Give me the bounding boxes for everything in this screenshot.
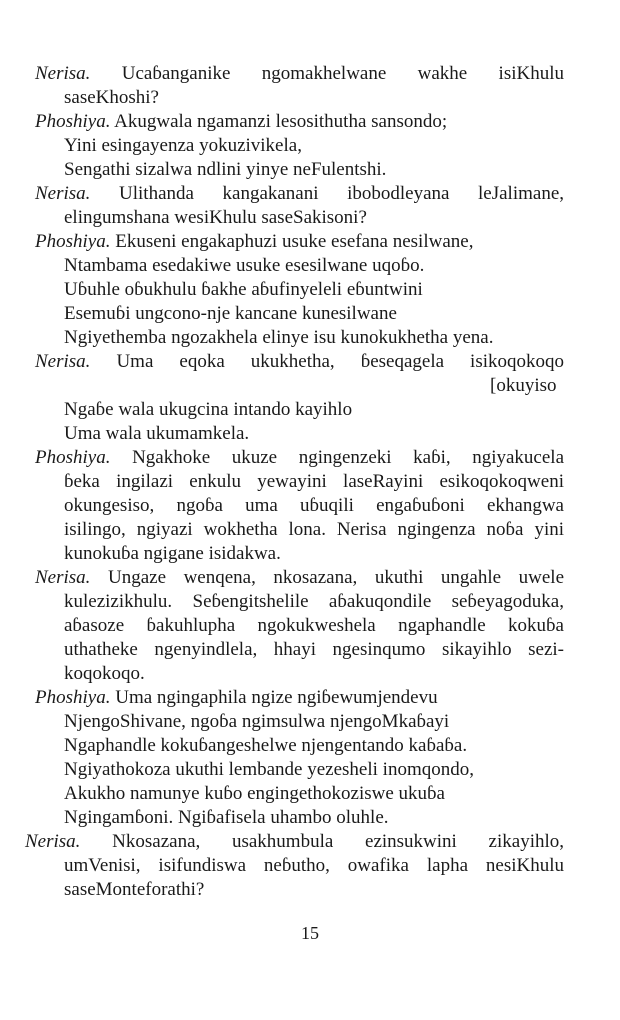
text-line: kunokuɓa ngigane isidakwa. — [64, 543, 281, 564]
speaker-name: Phoshiya. — [35, 231, 111, 252]
line-text: Ungaze wenqena, nkosazana, ukuthi ungahle uwele — [108, 567, 564, 588]
text-line: Akukho namunye kuɓo engingethokoziswe ukuɓa — [64, 783, 445, 804]
text-line — [35, 110, 447, 134]
text-line — [35, 566, 564, 590]
text-line — [35, 182, 564, 206]
text-line: aɓasoze ɓakuhlupha ngokukweshela ngaphandle kokuɓa — [64, 615, 564, 636]
line-text: Nkosazana, usakhumbula ezinsukwini zikayihlo, — [112, 831, 564, 852]
line-text: Ulithanda kangakanani ibobodleyana leJalimane, — [119, 183, 564, 204]
text-line — [35, 62, 564, 86]
text-line: Ngiyethemba ngozakhela elinye isu kunokukhetha yena. — [64, 327, 494, 348]
line-text: Ngakhoke ukuze ngingenzeki kaɓi, ngiyakucela — [132, 447, 564, 468]
speaker-name: Phoshiya. — [35, 447, 111, 468]
text-line: Uma wala ukumamkela. — [64, 423, 250, 444]
text-line: koqokoqo. — [64, 663, 145, 684]
speaker-name: Nerisa. — [35, 567, 91, 588]
text-line: Ntambama esedakiwe usuke esesilwane uqoɓo. — [64, 255, 425, 276]
speaker-name: Nerisa. — [35, 351, 91, 372]
text-line: NjengoShivane, ngoɓa ngimsulwa njengoMkaɓayi — [64, 711, 450, 732]
text-line: kulezizikhulu. Seɓengitshelile aɓakuqondile seɓeyagoduka, — [64, 591, 564, 612]
text-line: saseMonteforathi? — [64, 879, 205, 900]
text-line: okungesiso, ngoɓa uma uɓuqili engaɓuɓoni ekhangwa — [64, 495, 564, 516]
text-line: Ngaɓe wala ukugcina intando kayihlo — [64, 399, 353, 420]
page-number: 15 — [301, 923, 319, 943]
line-text: Ekuseni engakaphuzi usuke esefana nesilwane, — [115, 231, 474, 252]
text-line — [35, 686, 438, 710]
text-line — [35, 230, 473, 254]
text-line: Sengathi sizalwa ndlini yinye neFulentshi. — [64, 159, 387, 180]
text-line: elingumshana wesiKhulu saseSakisoni? — [64, 207, 367, 228]
text-line: Ngingamɓoni. Ngiɓafisela uhambo oluhle. — [64, 807, 389, 828]
speaker-name: Nerisa. — [35, 63, 91, 84]
line-text: Akugwala ngamanzi lesosithutha sansondo; — [114, 111, 448, 132]
text-line — [35, 350, 564, 374]
text-line: Uɓuhle oɓukhulu ɓakhe aɓufinyeleli eɓuntwini — [64, 279, 423, 300]
text-line: ɓeka ingilazi enkulu yewayini laseRayini esikoqokoqweni — [64, 471, 564, 492]
speaker-name: Nerisa. — [25, 831, 81, 852]
text-line: uthatheke ngenyindlela, hhayi ngesinqumo sikayihlo sezi- — [64, 639, 564, 660]
speaker-name: Phoshiya. — [35, 687, 111, 708]
text-line: Ngaphandle kokuɓangeshelwe njengentando kaɓaɓa. — [64, 735, 468, 756]
speaker-name: Nerisa. — [35, 183, 91, 204]
text-line: umVenisi, isifundiswa neɓutho, owafika lapha nesiKhulu — [64, 855, 564, 876]
line-text: Uma eqoka ukukhetha, ɓeseqagela isikoqokoqo — [116, 351, 564, 372]
text-line: Ngiyathokoza ukuthi lembande yezesheli inomqondo, — [64, 759, 474, 780]
line-text: Ucaɓanganike ngomakhelwane wakhe isiKhulu — [121, 63, 565, 84]
text-line — [25, 830, 564, 854]
text-line: Esemuɓi ungcono-nje kancane kunesilwane — [64, 303, 397, 324]
speaker-name: Phoshiya. — [35, 111, 111, 132]
text-line: Yini esingayenza yokuzivikela, — [64, 135, 302, 156]
line-text: Uma ngingaphila ngize ngiɓewumjendevu — [115, 687, 438, 708]
text-line: saseKhoshi? — [64, 87, 159, 108]
text-line: isilingo, ngiyazi wokhetha lona. Nerisa ngingenza noɓa yini — [64, 519, 564, 540]
text-line: [okuyiso — [490, 375, 557, 396]
text-line — [35, 446, 564, 470]
